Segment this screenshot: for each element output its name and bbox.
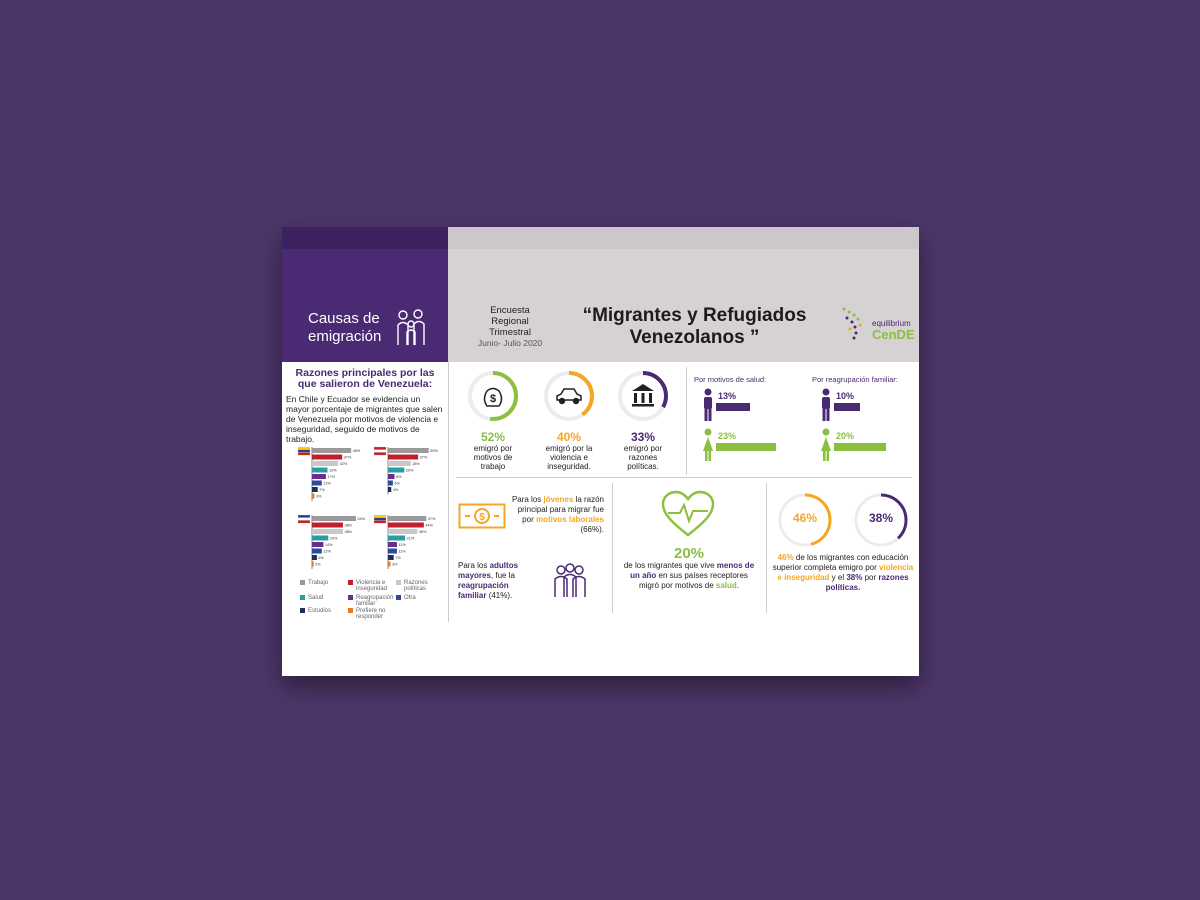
chart-bar-label: 11% [398, 543, 406, 548]
family-icon [394, 307, 428, 347]
legend-label: Reagrupación familiar [356, 595, 394, 607]
chart-ecuador-svg [374, 515, 444, 575]
family-female-pct: 20% [836, 431, 855, 441]
title-line-2: Venezolanos ” [629, 327, 760, 348]
recent-p3: en sus países receptores migró por motivos de [638, 571, 748, 590]
edu-p7: razones políticas. [825, 573, 909, 592]
chart-bar [388, 481, 393, 486]
section-title: Causas de emigración [308, 310, 382, 345]
survey-line-1: Encuesta [490, 305, 530, 316]
elders-p5: (41%). [486, 591, 513, 600]
edu-p4: y el [829, 573, 847, 582]
legend-label: Estudios [308, 608, 332, 614]
legend-swatch [396, 580, 401, 585]
chart-bar [312, 448, 351, 453]
stat-text: emigró por razones políticas. [623, 444, 663, 471]
chart-bar [312, 468, 327, 473]
youth-p1: Para los [511, 495, 544, 504]
legend-swatch [300, 595, 305, 600]
bar-fill [716, 443, 776, 451]
divider [766, 483, 767, 613]
chart-bar-label: 3% [391, 562, 398, 567]
legend-label: Salud [308, 595, 324, 601]
recent-p2: menos de un año [630, 561, 755, 580]
legend-swatch [300, 580, 305, 585]
flag-stripe [298, 515, 310, 518]
survey-line-2: Regional [491, 316, 529, 327]
chart-bar [312, 481, 322, 486]
elders-group-icon [552, 563, 588, 599]
header-purple-panel [282, 227, 448, 362]
flag-stripe [298, 447, 310, 450]
chart-bar-label: 36% [418, 530, 427, 535]
flag-stripe [374, 447, 386, 450]
stat-pct: 40% [556, 430, 582, 444]
main-title [557, 305, 832, 349]
infographic-card [282, 227, 919, 676]
chart-bar [312, 461, 338, 466]
elders-p4: reagrupación familiar [458, 581, 509, 600]
divider [448, 362, 449, 622]
chart-bar-label: 21% [406, 536, 415, 541]
left-title: Razones principales por las que salieron de Venezuela: [295, 367, 435, 390]
health-female-pct: 23% [718, 431, 737, 441]
stat-politicas [612, 430, 674, 471]
legend-label: Otra [404, 595, 416, 601]
chart-bar [388, 562, 390, 567]
legend-swatch [348, 595, 353, 600]
chart-peru [374, 447, 444, 512]
chart-bar [388, 536, 405, 541]
legend-label: Trabajo [308, 580, 329, 586]
bar-fill [716, 403, 750, 411]
youth-p2: jóvenes [543, 495, 574, 504]
edu-p1: 46% [777, 553, 794, 562]
legend-swatch [348, 580, 353, 585]
chart-bar-label: 48% [352, 449, 361, 454]
legend-label: Prefiere no responder [356, 608, 386, 620]
chart-colombia [298, 447, 368, 512]
cende-logo [838, 305, 918, 345]
chart-bar [312, 555, 317, 560]
chart-bar-label: 37% [343, 455, 352, 460]
family-male-pct: 10% [836, 391, 855, 401]
chart-bar-label: 17% [327, 475, 335, 480]
logo-map-icon [838, 305, 870, 345]
header-band [282, 227, 448, 249]
chart-bar [388, 529, 417, 534]
elders-p3: , fue la [490, 571, 515, 580]
chart-bar-label: 32% [339, 462, 348, 467]
edu-p2: de los migrantes con educación superior completa emigro por [772, 553, 909, 572]
flag-stripe [374, 520, 386, 523]
chart-bar [312, 474, 326, 479]
elders-p2: adultos mayores [458, 561, 519, 580]
chart-bar-label: 4% [392, 488, 399, 493]
chart-bar-label: 50% [430, 449, 438, 454]
title-line-1: “Migrantes y Refugiados [582, 305, 807, 326]
youth-text [510, 495, 604, 535]
logo-big-text: CenDE [872, 327, 915, 342]
chart-bar-label: 20% [405, 468, 414, 473]
header-top-band [448, 227, 919, 249]
legend-swatch [348, 608, 353, 613]
chart-bar-label: 38% [344, 523, 353, 528]
logo-small-text: equilibrium [872, 319, 911, 328]
youth-p5: (66%). [580, 525, 604, 534]
survey-info [470, 305, 550, 349]
chart-bar [388, 487, 391, 492]
flag-stripe [298, 518, 310, 521]
flag-stripe [374, 515, 386, 518]
youth-p3: la razón principal para migrar fue por [517, 495, 604, 524]
chart-bar [312, 455, 342, 460]
chart-bar-label: 7% [319, 488, 325, 493]
male-icon [820, 388, 832, 422]
chart-ecuador [374, 515, 444, 580]
chart-bar-label: 12% [323, 481, 331, 486]
edu-p5: 38% [846, 573, 863, 582]
chart-bar-label: 37% [419, 455, 428, 460]
chart-bar [388, 555, 394, 560]
health-female-bar [716, 443, 816, 451]
chart-bar [388, 549, 397, 554]
legend-label: Razones políticas [404, 580, 428, 592]
chart-bar-label: 8% [396, 475, 402, 480]
divider [612, 483, 613, 613]
chart-bar-label: 2% [315, 562, 321, 567]
survey-line-3: Trimestral [489, 327, 531, 338]
male-icon [702, 388, 714, 422]
flag-stripe [374, 450, 386, 453]
chart-colombia-svg [298, 447, 368, 507]
chart-bar-label: 3% [315, 494, 322, 499]
recent-p1: de los migrantes que vive [623, 561, 717, 570]
chart-bar [388, 468, 404, 473]
chart-bar [388, 455, 418, 460]
chart-bar-label: 11% [398, 549, 406, 554]
stat-violencia [537, 430, 601, 471]
left-description: En Chile y Ecuador se evidencia un mayor porcentaje de migrantes que salen de Venezuela por motivos de violencia e inseguridad, seguido de motivos de trabajo. [286, 394, 443, 444]
ring-trabajo [466, 369, 520, 423]
stat-trabajo [462, 430, 524, 471]
legend-swatch [396, 595, 401, 600]
family-label: Por reagrupación familiar: [812, 375, 898, 384]
chart-bar [312, 549, 322, 554]
divider [686, 367, 687, 475]
recent-text [622, 561, 756, 591]
chart-bar [312, 536, 328, 541]
elders-p1: Para los [458, 561, 490, 570]
chart-bar-label: 38% [344, 530, 353, 535]
recent-p4: salud [715, 581, 737, 590]
stat-pct: 33% [630, 430, 656, 444]
svg-text:$: $ [479, 512, 485, 523]
health-label: Por motivos de salud: [694, 375, 767, 384]
chart-peru-svg [374, 447, 444, 507]
chart-bar-label: 6% [394, 481, 400, 486]
chart-bar-label: 44% [425, 523, 433, 528]
edu-ring1-pct: 46% [792, 511, 818, 525]
flag-stripe [298, 452, 310, 455]
stat-text: emigró por motivos de trabajo [473, 444, 513, 471]
chart-bar [312, 487, 318, 492]
chart-bar-label: 28% [412, 462, 420, 467]
elders-text [458, 561, 538, 601]
chart-bar-label: 14% [324, 543, 333, 548]
heart-icon [660, 489, 716, 539]
female-icon [820, 428, 832, 462]
chart-bar [388, 461, 411, 466]
chart-bar-label: 12% [323, 549, 331, 554]
ring-violencia [542, 369, 596, 423]
flag-stripe [298, 520, 310, 523]
chart-bar-label: 47% [427, 517, 436, 522]
chart-bar [388, 474, 395, 479]
chart-bar [312, 529, 343, 534]
female-icon [702, 428, 714, 462]
chart-bar-label: 20% [329, 536, 338, 541]
chart-bar-label: 54% [357, 517, 366, 522]
ring-politicas [616, 369, 670, 423]
chart-chile-svg [298, 515, 368, 575]
divider [456, 477, 912, 478]
chart-bar [388, 448, 429, 453]
edu-p6: por [862, 573, 879, 582]
chart-bar [312, 516, 356, 521]
flag-stripe [298, 450, 310, 453]
chart-bar-label: 6% [318, 556, 324, 561]
family-male-bar [834, 403, 919, 411]
edu-text [772, 553, 914, 593]
chart-bar [388, 516, 426, 521]
edu-p3: violencia e inseguridad [777, 563, 914, 582]
family-female-bar [834, 443, 919, 451]
chart-bar [312, 523, 343, 528]
health-male-pct: 13% [718, 391, 737, 401]
chart-bar [312, 494, 314, 499]
survey-date: Junio- Julio 2020 [477, 338, 543, 348]
chart-bar [388, 523, 424, 528]
chart-bar [388, 542, 397, 547]
legend-swatch [300, 608, 305, 613]
youth-p4: motivos laborales [535, 515, 604, 524]
edu-ring2-pct: 38% [868, 511, 894, 525]
bar-fill [834, 443, 886, 451]
bar-fill [834, 403, 860, 411]
chart-chile [298, 515, 368, 580]
chart-bar-label: 19% [328, 468, 337, 473]
stat-text: emigró por la violencia e inseguridad. [545, 444, 593, 471]
health-male-bar [716, 403, 816, 411]
stat-pct: 52% [480, 430, 506, 444]
money-icon [458, 503, 506, 529]
chart-bar [312, 562, 314, 567]
flag-stripe [374, 452, 386, 455]
recent-pct: 20% [674, 545, 705, 562]
recent-p5: . [736, 581, 740, 590]
legend-label: Violencia e inseguridad [356, 580, 388, 592]
flag-stripe [374, 518, 386, 521]
chart-bar-label: 7% [395, 556, 401, 561]
svg-text:$: $ [489, 393, 497, 405]
chart-bar [312, 542, 323, 547]
